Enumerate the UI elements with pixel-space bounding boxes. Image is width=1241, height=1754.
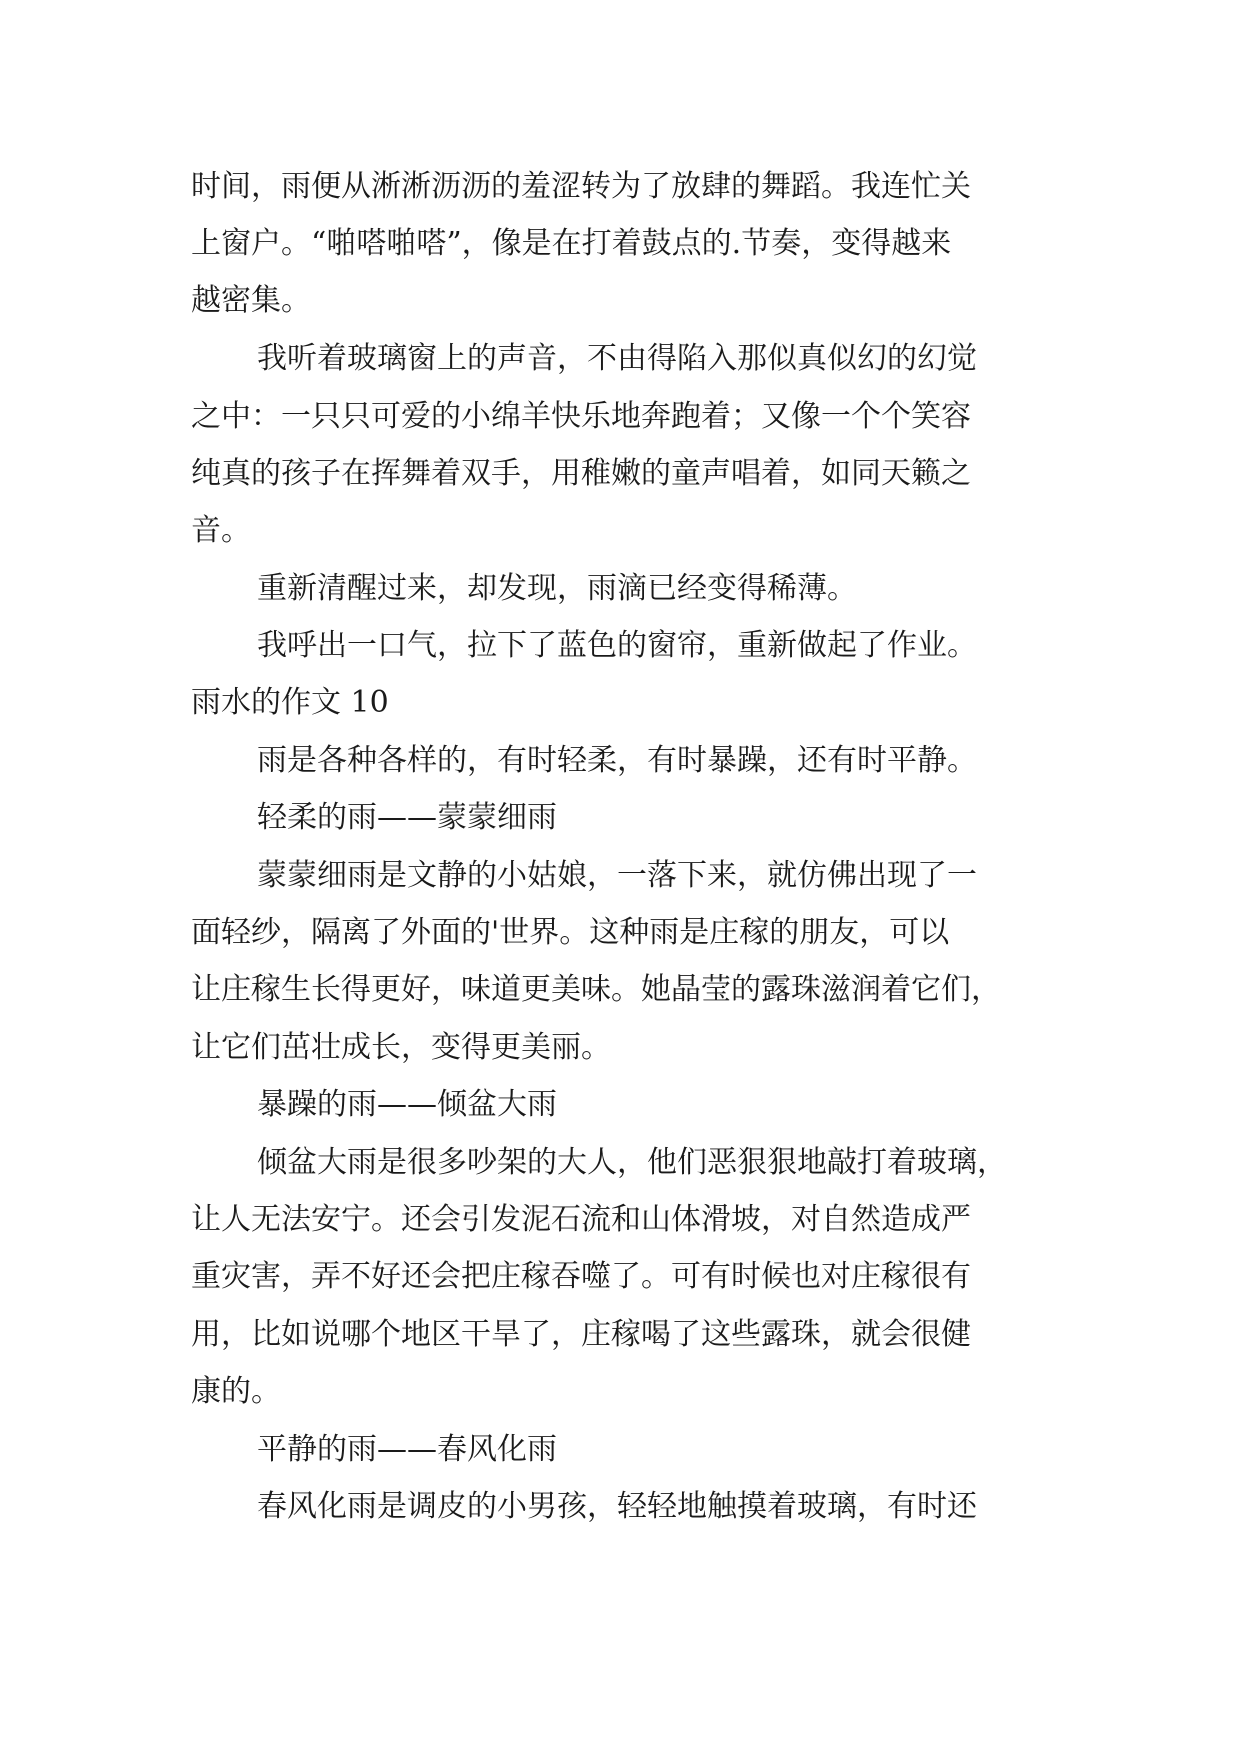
text-line: 康的。	[191, 1374, 281, 1409]
paragraph-start-line: 倾盆大雨是很多吵架的大人，他们恶狠狠地敲打着玻璃，	[257, 1145, 1007, 1180]
subheading-line: 平静的雨——春风化雨	[257, 1432, 557, 1467]
text-line: 让庄稼生长得更好，味道更美味。她晶莹的露珠滋润着它们，	[191, 972, 1001, 1007]
text-line: 让人无法安宁。还会引发泥石流和山体滑坡，对自然造成严	[191, 1202, 971, 1237]
text-line: 音。	[191, 513, 251, 548]
subheading-line: 轻柔的雨——蒙蒙细雨	[257, 800, 557, 835]
paragraph-start-line: 蒙蒙细雨是文静的小姑娘，一落下来，就仿佛出现了一	[257, 858, 977, 893]
section-heading: 雨水的作文 10	[191, 685, 389, 720]
text-line: 纯真的孩子在挥舞着双手，用稚嫩的童声唱着，如同天籁之	[191, 456, 971, 491]
paragraph-start-line: 春风化雨是调皮的小男孩，轻轻地触摸着玻璃，有时还	[257, 1489, 977, 1524]
paragraph-start-line: 我听着玻璃窗上的声音，不由得陷入那似真似幻的幻觉	[257, 341, 977, 376]
paragraph-start-line: 重新清醒过来，却发现，雨滴已经变得稀薄。	[257, 571, 857, 606]
text-line: 越密集。	[191, 283, 311, 318]
text-line: 上窗户。“啪嗒啪嗒”，像是在打着鼓点的.节奏，变得越来	[191, 226, 952, 261]
subheading-line: 暴躁的雨——倾盆大雨	[257, 1087, 557, 1122]
text-line: 让它们茁壮成长，变得更美丽。	[191, 1030, 611, 1065]
paragraph-start-line: 雨是各种各样的，有时轻柔，有时暴躁，还有时平静。	[257, 743, 977, 778]
text-line: 重灾害，弄不好还会把庄稼吞噬了。可有时候也对庄稼很有	[191, 1259, 971, 1294]
text-line: 之中：一只只可爱的小绵羊快乐地奔跑着；又像一个个笑容	[191, 399, 971, 434]
text-line: 面轻纱，隔离了外面的'世界。这种雨是庄稼的朋友，可以	[191, 915, 950, 950]
text-line: 用，比如说哪个地区干旱了，庄稼喝了这些露珠，就会很健	[191, 1317, 971, 1352]
text-line: 时间，雨便从淅淅沥沥的羞涩转为了放肆的舞蹈。我连忙关	[191, 169, 971, 204]
paragraph-start-line: 我呼出一口气，拉下了蓝色的窗帘，重新做起了作业。	[257, 628, 977, 663]
